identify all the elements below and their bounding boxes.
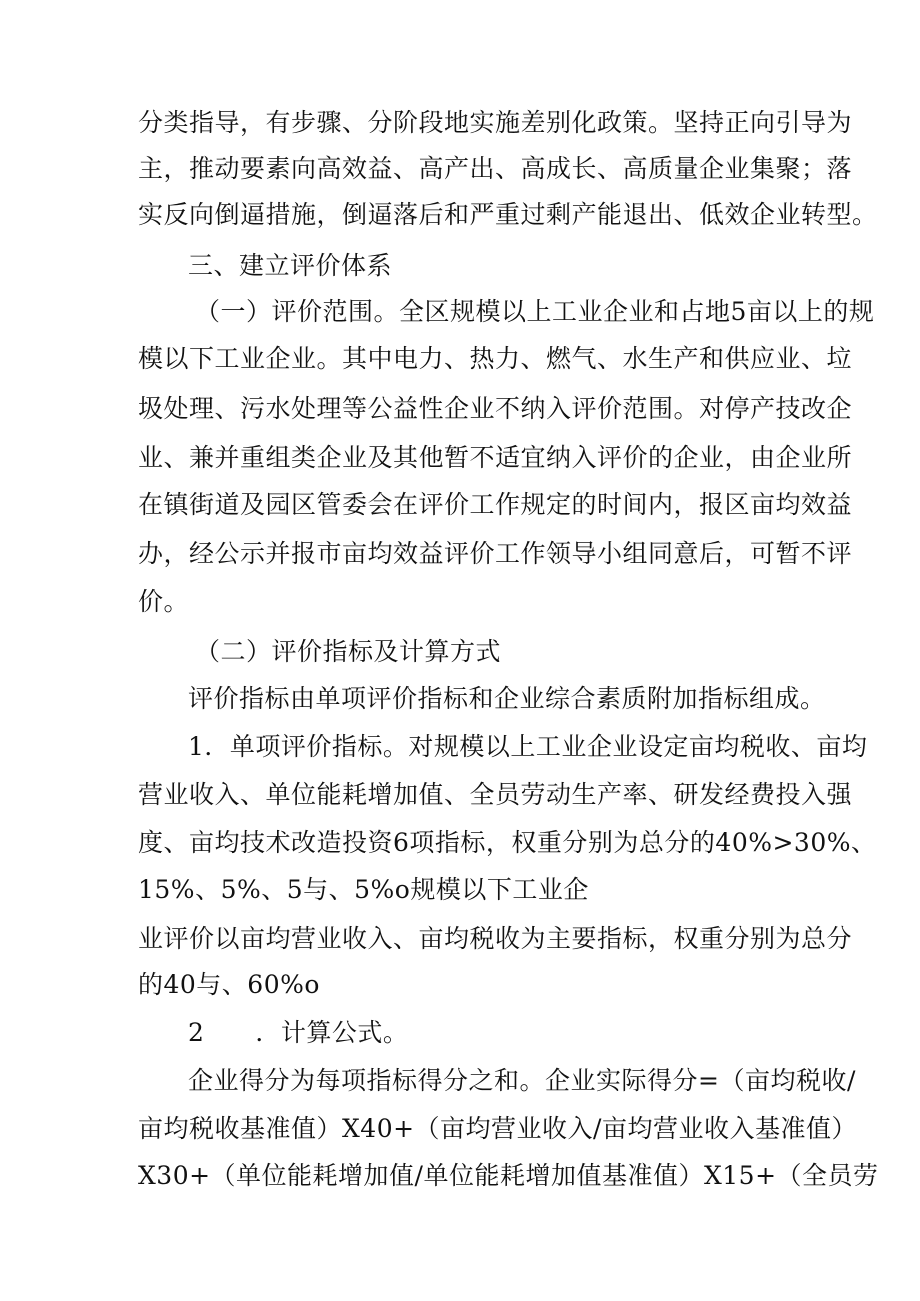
- paragraph-line: 业评价以亩均营业收入、亩均税收为主要指标，权重分别为总分: [138, 924, 853, 953]
- paragraph-line: 15%、5%、5与、5%o规模以下工业企: [138, 875, 589, 904]
- paragraph-line: 业、兼并重组类企业及其他暂不适宜纳入评价的企业，由企业所: [138, 443, 853, 472]
- paragraph-line: （一）评价范围。全区规模以上工业企业和占地5亩以上的规: [195, 297, 875, 326]
- paragraph-line: 营业收入、单位能耗增加值、全员劳动生产率、研发经费投入强: [138, 780, 853, 809]
- paragraph-line: 评价指标由单项评价指标和企业综合素质附加指标组成。: [188, 684, 826, 713]
- paragraph-line: 分类指导，有步骤、分阶段地实施差别化政策。坚持正向引导为: [138, 108, 853, 137]
- paragraph-line: 企业得分为每项指标得分之和。企业实际得分=（亩均税收/: [188, 1066, 856, 1095]
- paragraph-line: 1．单项评价指标。对规模以上工业企业设定亩均税收、亩均: [188, 732, 868, 761]
- section-heading: 三、建立评价体系: [188, 251, 393, 280]
- paragraph-line: 价。: [138, 587, 190, 616]
- paragraph-line: X30+（单位能耗增加值/单位能耗增加值基准值）X15+（全员劳: [138, 1161, 879, 1190]
- paragraph-line: 度、亩均技术改造投资6项指标，权重分别为总分的40%>30%、: [138, 828, 877, 857]
- paragraph-line: 2 ．计算公式。: [188, 1018, 409, 1047]
- paragraph-line: 在镇街道及园区管委会在评价工作规定的时间内，报区亩均效益: [138, 490, 853, 519]
- subsection-heading: （二）评价指标及计算方式: [195, 637, 502, 666]
- paragraph-line: 圾处理、污水处理等公益性企业不纳入评价范围。对停产技改企: [138, 394, 853, 423]
- paragraph-line: 实反向倒逼措施，倒逼落后和严重过剩产能退出、低效企业转型。: [138, 200, 878, 229]
- paragraph-line: 的40与、60%o: [138, 970, 320, 999]
- paragraph-line: 模以下工业企业。其中电力、热力、燃气、水生产和供应业、垃: [138, 344, 853, 373]
- paragraph-line: 亩均税收基准值）X40+（亩均营业收入/亩均营业收入基准值）: [138, 1114, 857, 1143]
- paragraph-line: 办，经公示并报市亩均效益评价工作领导小组同意后，可暂不评: [138, 539, 853, 568]
- paragraph-line: 主，推动要素向高效益、高产出、高成长、高质量企业集聚；落: [138, 154, 853, 183]
